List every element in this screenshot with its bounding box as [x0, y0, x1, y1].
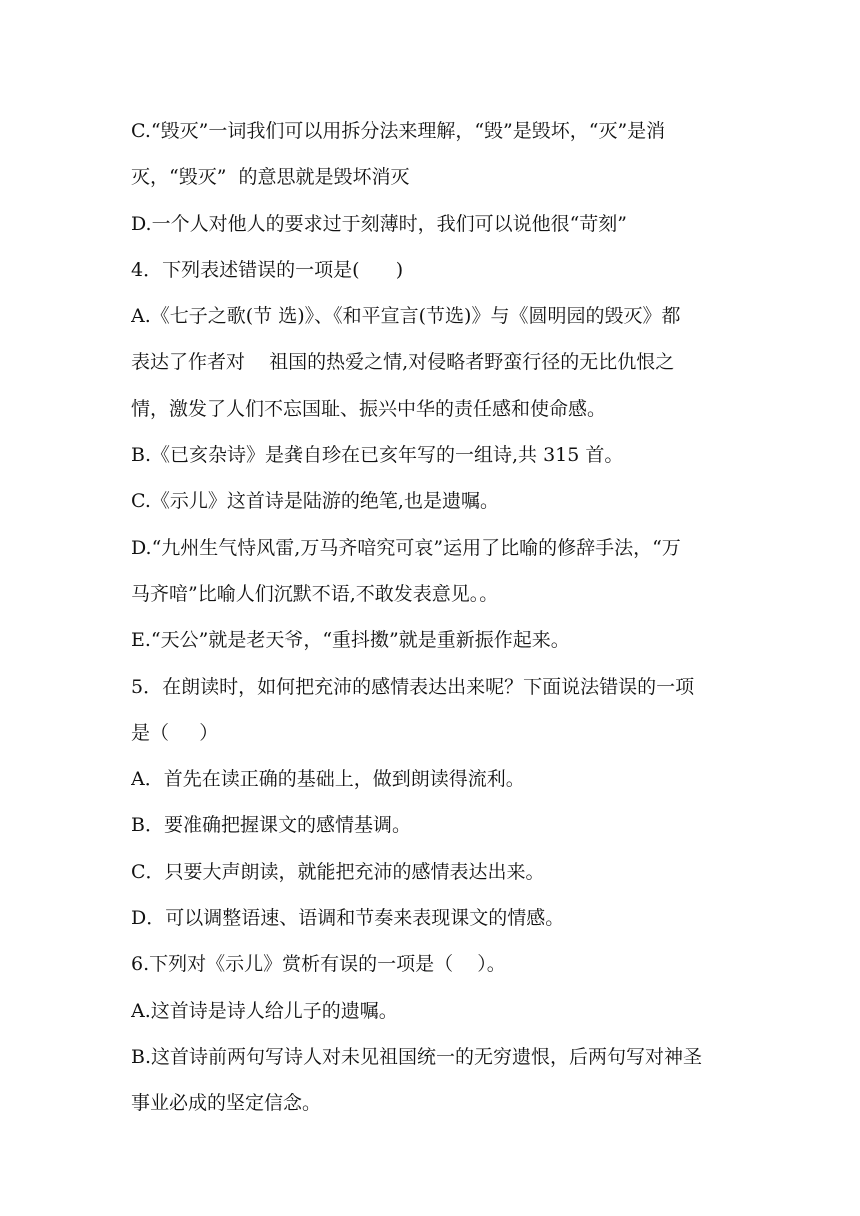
question-4-stem: 4．下列表述错误的一项是( ): [131, 258, 404, 281]
text-line: 情，激发了人们不忘国耻、振兴中华的责任感和使命感。: [131, 397, 607, 420]
text-line: B.这首诗前两句写诗人对未见祖国统一的无穷遗恨，后两句写对神圣: [131, 1045, 703, 1068]
text-line: C.“毁灭”一词我们可以用拆分法来理解，“毁”是毁坏，“灭”是消: [131, 120, 666, 142]
text-line: D．可以调整语速、语调和节奏来表现课文的情感。: [131, 907, 565, 930]
text-line: 事业必成的坚定信念。: [131, 1092, 322, 1115]
text-line: A．首先在读正确的基础上，做到朗读得流利。: [131, 768, 525, 791]
text-line: C.《示儿》这首诗是陆游的绝笔,也是遗嘱。: [131, 490, 499, 513]
question-5-stem: 5．在朗读时，如何把充沛的感情表达出来呢？下面说法错误的一项: [131, 675, 695, 698]
text-line: 表达了作者对 祖国的热爱之情,对侵略者野蛮行径的无比仇恨之: [131, 351, 675, 374]
text-line: A.《七子之歌(节 选)》、《和平宣言(节选)》与《圆明园的毁灭》都: [131, 305, 681, 328]
text-line: B．要准确把握课文的感情基调。: [131, 814, 411, 837]
text-line: A.这首诗是诗人给儿子的遗嘱。: [131, 999, 398, 1022]
text-line: 灭，“毁灭” 的意思就是毁坏消灭: [131, 166, 410, 189]
text-line: E.“天公”就是老天爷，“重抖擞”就是重新振作起来。: [131, 629, 570, 652]
text-line: B.《已亥杂诗》是龚自珍在已亥年写的一组诗,共 315 首。: [131, 444, 624, 467]
text-line: 是（ ）: [131, 721, 219, 744]
text-line: D.一个人对他人的要求过于刻薄时，我们可以说他很“苛刻”: [131, 212, 628, 235]
text-line: C．只要大声朗读，就能把充沛的感情表达出来。: [131, 860, 545, 883]
text-line: D.“九州生气恃风雷,万马齐喑究可哀”运用了比喻的修辞手法，“万: [131, 536, 681, 559]
question-6-stem: 6.下列对《示儿》赏析有误的一项是（ ）。: [131, 953, 506, 976]
text-line: 马齐喑”比喻人们沉默不语,不敢发表意见。。: [131, 582, 499, 605]
